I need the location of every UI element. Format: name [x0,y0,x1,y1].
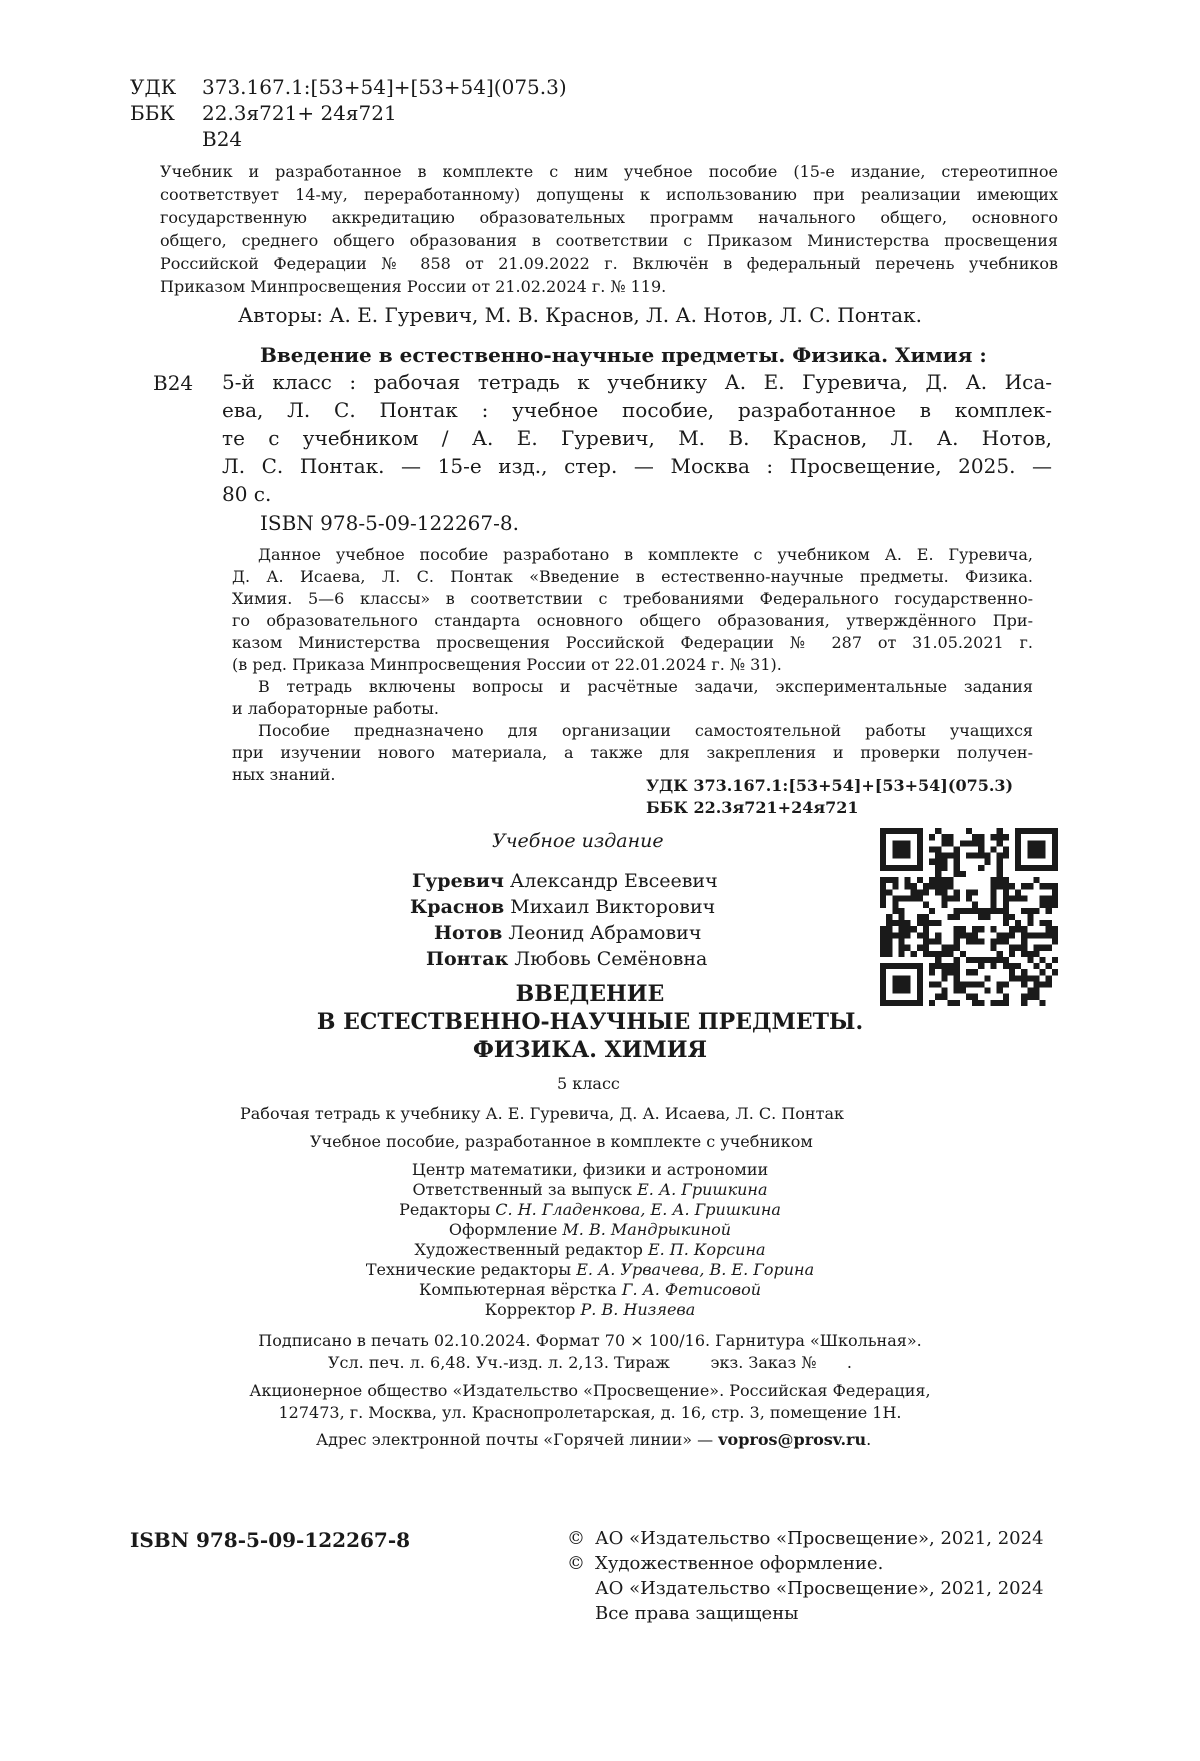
author-surname: Понтак [426,948,509,970]
bib-record [222,368,1052,508]
annotation-line: В тетрадь включены вопросы и расчётные задачи, экспериментальные задания [258,677,1033,696]
annotation-line: и лабораторные работы. [232,699,439,718]
credit-role: Технические редакторы [365,1260,572,1279]
email-suffix: . [866,1430,872,1449]
author-given-name: Александр Евсеевич [509,870,718,892]
credits [290,1160,890,1320]
print-info-line: Усл. печ. л. 6,48. Уч.-изд. л. 2,13. Тираж экз. Заказ № . [327,1353,853,1372]
author-given-name: Михаил Викторович [510,896,716,918]
subtitle-manual: Учебное пособие, разработанное в комплекте с учебником [310,1132,813,1151]
credit-person: Г. А. Фетисовой [621,1280,761,1299]
credit-line [290,1200,890,1220]
main-title-line: ВВЕДЕНИЕ [515,981,665,1007]
approval-paragraph [160,160,1058,298]
isbn-bottom: ISBN 978-5-09-122267-8 [130,1528,411,1552]
annotation-line: Данное учебное пособие разработано в комплекте с учебником А. Е. Гуревича, [258,545,1033,564]
credit-role: Центр математики, физики и астрономии [411,1160,769,1179]
bib-line: те с учебником / А. Е. Гуревич, М. В. Краснов, Л. А. Нотов, [222,426,1052,450]
copyright-line: Все права защищены [595,1603,799,1624]
credit-line [290,1180,890,1200]
main-title-line: В ЕСТЕСТВЕННО-НАУЧНЫЕ ПРЕДМЕТЫ. [316,1009,864,1035]
copyright-line: Художественное оформление. [595,1553,884,1574]
email-prefix: Адрес электронной почты «Горячей линии» — [316,1430,719,1449]
edition-type: Учебное издание [492,830,664,852]
print-info [240,1330,940,1374]
annotation-line: при изучении нового материала, а также для закрепления и проверки получен- [232,743,1033,762]
copyright-symbol: © [567,1528,585,1549]
isbn-line: ISBN 978-5-09-122267-8. [260,511,519,535]
credit-role: Оформление [448,1220,558,1239]
credit-line [290,1220,890,1240]
credit-role: Компьютерная вёрстка [419,1280,617,1299]
bib-line: ева, Л. С. Понтак : учебное пособие, разработанное в комплек- [222,398,1052,422]
annotation-line: Пособие предназначено для организации самостоятельной работы учащихся [258,721,1033,740]
bib-line: 80 с. [222,482,272,506]
approval-line: Учебник и разработанное в комплекте с ним учебное пособие (15-е издание, стереотипное [160,162,1058,181]
author-name [434,920,701,946]
email-link[interactable]: vopros@prosv.ru [718,1430,867,1449]
bbk-label: ББК [130,101,175,125]
annotation-line: го образовательного стандарта основного общего образования, утверждённого При- [232,611,1033,630]
print-info-line: Подписано в печать 02.10.2024. Формат 70 × 100/16. Гарнитура «Школьная». [258,1331,922,1350]
udk-value: 373.167.1:[53+54]+[53+54](075.3) [202,75,567,99]
publisher-info [230,1380,950,1424]
approval-line: Приказом Минпросвещения России от 21.02.2024 г. № 119. [160,277,667,296]
copyright-line: АО «Издательство «Просвещение», 2021, 2024 [595,1528,1044,1549]
approval-line: государственную аккредитацию образовательных программ начального общего, основного [160,208,1058,227]
credit-line [290,1240,890,1260]
credit-role: Редакторы [399,1200,491,1219]
grade: 5 класс [557,1074,620,1093]
credit-line [290,1160,890,1180]
authors-line: Авторы: А. Е. Гуревич, М. В. Краснов, Л. А. Нотов, Л. С. Понтак. [238,303,922,327]
annotation-line: Д. А. Исаева, Л. С. Понтак «Введение в естественно-научные предметы. Физика. [232,567,1033,586]
credit-person: Е. П. Корсина [647,1240,766,1259]
bbk-value: 22.3я721+ 24я721 [202,101,397,125]
copyright-block [567,1526,1044,1626]
credit-person: Е. А. Урвачева, В. Е. Горина [576,1260,815,1279]
publisher-line: Акционерное общество «Издательство «Просвещение». Российская Федерация, [249,1381,931,1400]
annotation-line: ных знаний. [232,765,336,784]
udk-header [130,74,567,152]
bib-line: Л. С. Понтак. — 15-е изд., стер. — Москва : Просвещение, 2025. — [222,454,1052,478]
annotation-line: казом Министерства просвещения Российской Федерации № 287 от 31.05.2021 г. [232,633,1033,652]
bib-code: В24 [153,371,194,395]
bib-line: 5-й класс : рабочая тетрадь к учебнику А. Е. Гуревича, Д. А. Иса- [222,370,1052,394]
annotation-line: Химия. 5—6 классы» в соответствии с требованиями Федерального государственно- [232,589,1033,608]
annotation-line: (в ред. Приказа Минпросвещения России от 22.01.2024 г. № 31). [232,655,782,674]
approval-line: общего, среднего общего образования в соответствии с Приказом Министерства просвещения [160,231,1058,250]
bib-title: Введение в естественно-научные предметы. Физика. Химия : [260,343,987,367]
main-title-line: ФИЗИКА. ХИМИЯ [473,1037,707,1063]
bbk-footer: ББК 22.3я721+24я721 [646,798,859,817]
author-given-name: Леонид Абрамович [508,922,702,944]
author-surname: Нотов [434,922,503,944]
author-surname: Краснов [410,896,505,918]
credit-person: Е. А. Гришкина [637,1180,768,1199]
copyright-symbol: © [567,1553,585,1574]
author-given-name: Любовь Семёновна [514,948,708,970]
main-title [300,980,880,1064]
qr-code [880,828,1058,1006]
credit-person: М. В. Мандрыкиной [562,1220,732,1239]
credit-person: Р. В. Низяева [580,1300,696,1319]
credit-role: Корректор [484,1300,576,1319]
udk-footer: УДК 373.167.1:[53+54]+[53+54](075.3) [646,776,1014,795]
author-name [426,946,707,972]
annotation [232,544,1033,786]
credit-line [290,1300,890,1320]
author-name [412,868,718,894]
publisher-line: 127473, г. Москва, ул. Краснопролетарская, д. 16, стр. 3, помещение 1Н. [278,1403,902,1422]
approval-line: Российской Федерации № 858 от 21.09.2022 г. Включён в федеральный перечень учебников [160,254,1058,273]
udk-label: УДК [130,75,177,99]
credit-role: Художественный редактор [414,1240,643,1259]
credit-person: С. Н. Гладенкова, Е. А. Гришкина [495,1200,781,1219]
subtitle-workbook: Рабочая тетрадь к учебнику А. Е. Гуревича, Д. А. Исаева, Л. С. Понтак [240,1104,844,1123]
catalog-code: В24 [202,127,243,151]
hotline-email [316,1428,871,1451]
author-name [410,894,715,920]
credit-role: Ответственный за выпуск [412,1180,633,1199]
credit-line [290,1260,890,1280]
copyright-line: АО «Издательство «Просвещение», 2021, 2024 [595,1578,1044,1599]
approval-line: соответствует 14-му, переработанному) допущены к использованию при реализации имеющих [160,185,1058,204]
credit-line [290,1280,890,1300]
author-surname: Гуревич [412,870,504,892]
